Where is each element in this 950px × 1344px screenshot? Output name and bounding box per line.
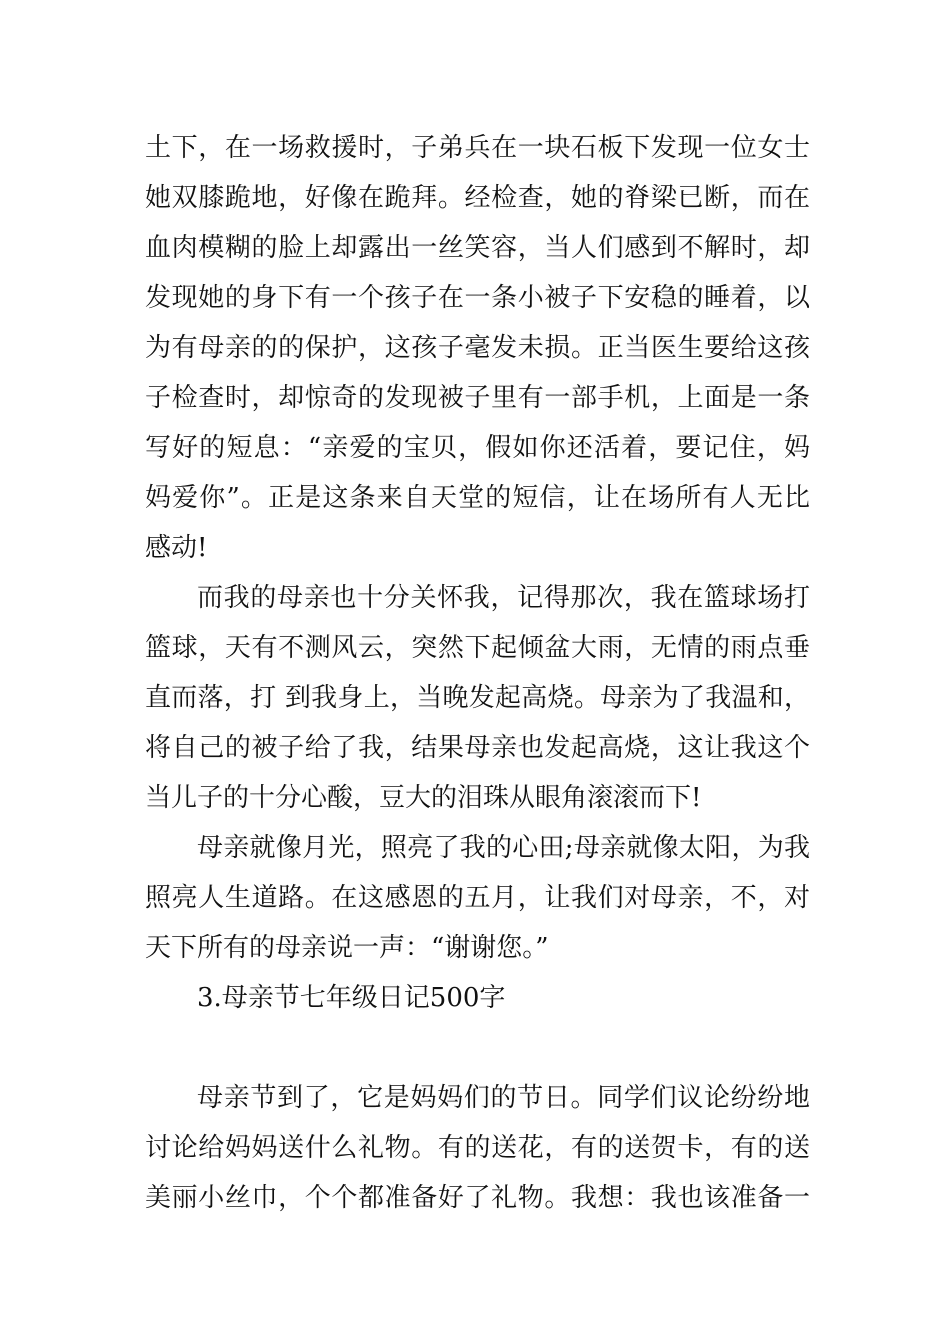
paragraph-3-line-2: 照亮人生道路。在这感恩的五月，让我们对母亲，不，对: [145, 883, 810, 913]
text-line-2: 她双膝跪地，好像在跪拜。经检查，她的脊梁已断，而在: [145, 183, 810, 213]
paragraph-2-line-3: 直而落，打 到我身上，当晚发起高烧。母亲为了我温和，: [145, 683, 810, 713]
paragraph-2-line-4: 将自己的被子给了我，结果母亲也发起高烧，这让我这个: [145, 733, 810, 763]
text-line-9: 感动!: [145, 533, 208, 563]
paragraph-4-line-1: 母亲节到了，它是妈妈们的节日。同学们议论纷纷地: [197, 1083, 810, 1113]
section-heading: 3.母亲节七年级日记500字: [197, 983, 506, 1013]
paragraph-2-line-1: 而我的母亲也十分关怀我，记得那次，我在篮球场打: [197, 583, 810, 613]
text-line-3: 血肉模糊的脸上却露出一丝笑容，当人们感到不解时，却: [145, 233, 810, 263]
text-line-1: 土下，在一场救援时，子弟兵在一块石板下发现一位女士: [145, 133, 810, 163]
paragraph-3-line-1: 母亲就像月光，照亮了我的心田;母亲就像太阳，为我: [197, 833, 810, 863]
paragraph-2-line-2: 篮球，天有不测风云，突然下起倾盆大雨，无情的雨点垂: [145, 633, 810, 663]
paragraph-4-line-2: 讨论给妈妈送什么礼物。有的送花，有的送贺卡，有的送: [145, 1133, 810, 1163]
paragraph-3-line-3: 天下所有的母亲说一声：“谢谢您。”: [145, 933, 549, 963]
paragraph-4-line-3: 美丽小丝巾，个个都准备好了礼物。我想：我也该准备一: [145, 1183, 810, 1213]
paragraph-2-line-5: 当儿子的十分心酸，豆大的泪珠从眼角滚滚而下!: [145, 783, 702, 813]
text-line-6: 子检查时，却惊奇的发现被子里有一部手机，上面是一条: [145, 383, 810, 413]
text-line-8: 妈爱你”。正是这条来自天堂的短信，让在场所有人无比: [145, 483, 810, 513]
text-line-4: 发现她的身下有一个孩子在一条小被子下安稳的睡着，以: [145, 283, 810, 313]
text-line-5: 为有母亲的的保护，这孩子毫发未损。正当医生要给这孩: [145, 333, 810, 363]
text-line-7: 写好的短息：“亲爱的宝贝，假如你还活着，要记住，妈: [145, 433, 810, 463]
